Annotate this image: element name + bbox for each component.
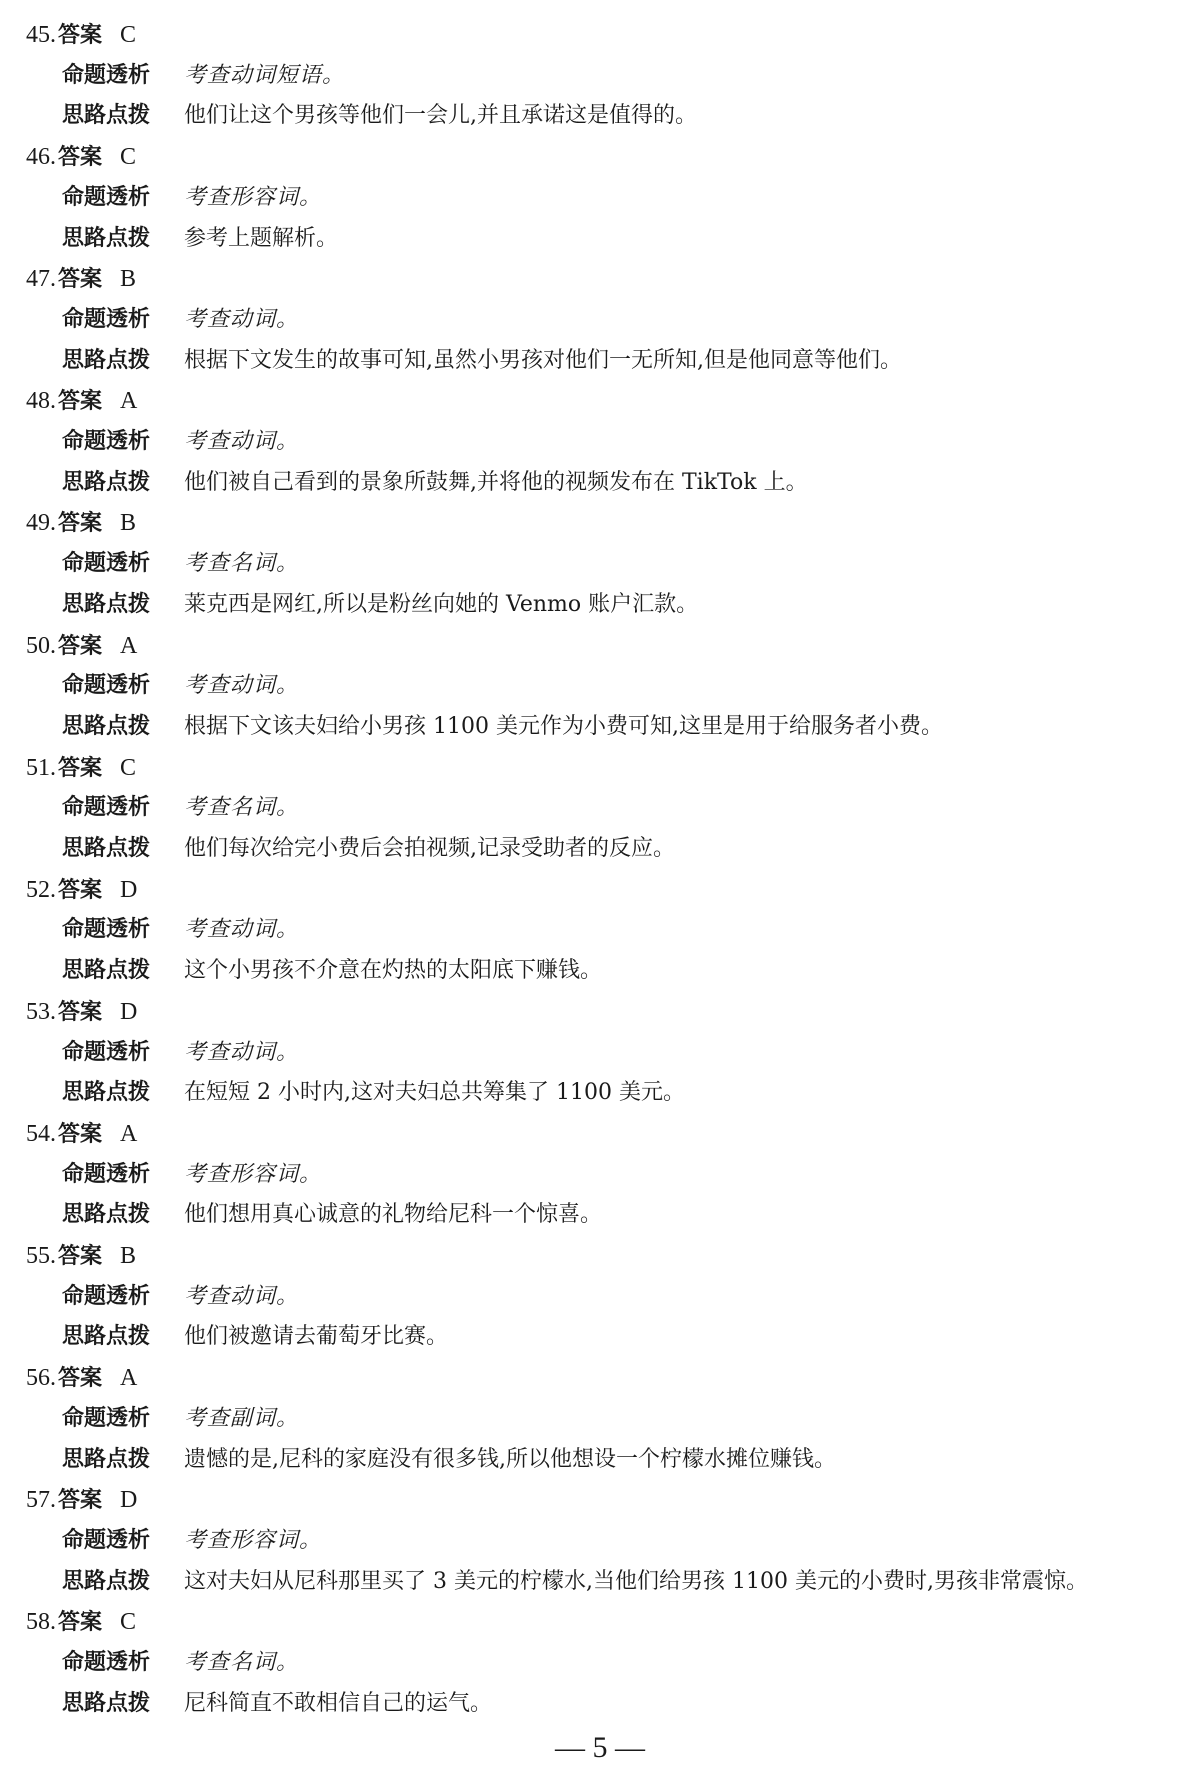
- hint-label: 思路点拨: [62, 1202, 151, 1228]
- answer-value: D: [120, 998, 138, 1025]
- hint-line: [62, 1075, 685, 1111]
- hint-text: 参考上题解析。: [184, 225, 339, 251]
- hint-text: 尼科简直不敢相信自己的运气。: [184, 1690, 493, 1716]
- hint-label: 思路点拨: [62, 958, 151, 984]
- analysis-label: 命题透析: [62, 1527, 151, 1553]
- analysis-text: 考查动词。: [184, 429, 300, 454]
- hint-line: [62, 1686, 492, 1722]
- answer-value: C: [120, 22, 137, 48]
- answer-label: 答案: [58, 1488, 103, 1514]
- analysis-text: 考查动词。: [184, 1039, 300, 1065]
- answer-value: D: [120, 1487, 138, 1514]
- hint-line: [62, 1319, 448, 1355]
- answer-line: [26, 1482, 137, 1518]
- analysis-text: 考查形容词。: [184, 184, 323, 210]
- answer-line: [26, 383, 137, 419]
- analysis-text: 考查动词。: [184, 673, 300, 699]
- hint-line: [62, 98, 697, 134]
- analysis-line: [62, 546, 299, 582]
- hint-text: 这个小男孩不介意在灼热的太阳底下赚钱。: [184, 958, 603, 984]
- question-number: 46.: [26, 144, 56, 171]
- analysis-text: 考查动词。: [184, 1283, 300, 1309]
- analysis-line: [62, 1645, 299, 1681]
- answer-line: [26, 261, 136, 297]
- analysis-text: 考查副词。: [184, 1405, 300, 1431]
- analysis-line: [62, 424, 299, 460]
- question-number: 50.: [26, 632, 56, 659]
- hint-line: [62, 343, 902, 379]
- analysis-label: 命题透析: [62, 1405, 151, 1431]
- analysis-text: 考查形容词。: [184, 1527, 323, 1553]
- analysis-line: [62, 180, 322, 216]
- hint-line: [62, 1564, 1088, 1600]
- hint-line: [62, 465, 808, 501]
- question-number: 45.: [26, 22, 56, 48]
- hint-text: 根据下文发生的故事可知,虽然小男孩对他们一无所知,但是他同意等他们。: [184, 347, 902, 373]
- answer-line: [26, 139, 136, 175]
- analysis-label: 命题透析: [62, 1283, 151, 1309]
- hint-text: 根据下文该夫妇给小男孩 1100 美元作为小费可知,这里是用于给服务者小费。: [184, 713, 943, 739]
- answer-line: [26, 994, 137, 1030]
- answer-value: C: [120, 144, 137, 171]
- hint-label: 思路点拨: [62, 1324, 151, 1350]
- hint-label: 思路点拨: [62, 1446, 151, 1472]
- hint-label: 思路点拨: [62, 836, 151, 861]
- hint-text: 他们每次给完小费后会拍视频,记录受助者的反应。: [184, 836, 675, 861]
- hint-label: 思路点拨: [62, 469, 151, 495]
- analysis-label: 命题透析: [62, 62, 151, 88]
- question-number: 57.: [26, 1487, 56, 1514]
- analysis-label: 命题透析: [62, 1161, 151, 1187]
- question-number: 48.: [26, 388, 56, 415]
- hint-line: [62, 587, 698, 623]
- answer-label: 答案: [58, 1610, 103, 1636]
- analysis-text: 考查动词。: [184, 917, 300, 943]
- answer-value: A: [120, 632, 138, 659]
- answer-label: 答案: [58, 633, 103, 659]
- answer-value: B: [120, 266, 137, 293]
- hint-label: 思路点拨: [62, 1568, 151, 1594]
- answer-value: A: [120, 388, 138, 415]
- hint-text: 莱克西是网红,所以是粉丝向她的 Venmo 账户汇款。: [184, 591, 699, 617]
- answer-label: 答案: [58, 145, 103, 171]
- analysis-line: [62, 1401, 299, 1437]
- analysis-line: [62, 1157, 322, 1193]
- analysis-label: 命题透析: [62, 917, 151, 943]
- hint-label: 思路点拨: [62, 591, 151, 617]
- question-number: 49.: [26, 510, 56, 537]
- analysis-line: [62, 668, 299, 704]
- answer-label: 答案: [58, 877, 103, 903]
- answer-value: D: [120, 876, 138, 903]
- answer-label: 答案: [58, 755, 103, 781]
- analysis-line: [62, 302, 299, 338]
- hint-line: [62, 221, 338, 257]
- hint-text: 在短短 2 小时内,这对夫妇总共筹集了 1100 美元。: [184, 1080, 685, 1106]
- analysis-text: 考查名词。: [184, 1650, 300, 1675]
- analysis-label: 命题透析: [62, 673, 151, 699]
- answer-label: 答案: [58, 389, 103, 415]
- answer-value: B: [120, 510, 137, 537]
- hint-text: 他们被邀请去葡萄牙比赛。: [184, 1324, 449, 1350]
- hint-line: [62, 1442, 836, 1478]
- answer-label: 答案: [58, 1121, 103, 1147]
- hint-text: 他们想用真心诚意的礼物给尼科一个惊喜。: [184, 1202, 603, 1228]
- answer-line: [26, 872, 137, 908]
- question-number: 55.: [26, 1243, 56, 1269]
- analysis-line: [62, 1035, 299, 1071]
- answer-line: [26, 628, 137, 664]
- question-number: 47.: [26, 266, 56, 293]
- hint-text: 他们让这个男孩等他们一会儿,并且承诺这是值得的。: [184, 103, 697, 129]
- analysis-label: 命题透析: [62, 429, 151, 454]
- hint-label: 思路点拨: [62, 1080, 151, 1106]
- page-number: — 5 —: [555, 1731, 645, 1764]
- answer-label: 答案: [58, 999, 103, 1025]
- analysis-text: 考查形容词。: [184, 1161, 323, 1187]
- answer-label: 答案: [58, 267, 103, 293]
- hint-text: 遗憾的是,尼科的家庭没有很多钱,所以他想设一个柠檬水摊位赚钱。: [184, 1446, 836, 1472]
- answer-label: 答案: [58, 511, 103, 537]
- analysis-label: 命题透析: [62, 795, 151, 821]
- answer-line: [26, 1604, 136, 1640]
- answer-value: A: [120, 1365, 138, 1392]
- analysis-text: 考查名词。: [184, 795, 300, 821]
- answer-value: C: [120, 754, 137, 781]
- hint-label: 思路点拨: [62, 347, 151, 373]
- answer-line: [26, 750, 136, 786]
- question-number: 51.: [26, 754, 56, 781]
- hint-text: 他们被自己看到的景象所鼓舞,并将他的视频发布在 TikTok 上。: [184, 469, 808, 495]
- answer-line: [26, 1360, 137, 1396]
- hint-line: [62, 709, 943, 745]
- answer-line: [26, 1116, 137, 1152]
- analysis-text: 考查动词短语。: [184, 62, 346, 88]
- hint-line: [62, 1197, 602, 1233]
- analysis-label: 命题透析: [62, 551, 151, 577]
- analysis-label: 命题透析: [62, 1650, 151, 1675]
- analysis-line: [62, 58, 345, 94]
- analysis-text: 考查动词。: [184, 306, 300, 332]
- analysis-label: 命题透析: [62, 184, 151, 210]
- hint-line: [62, 831, 675, 867]
- hint-text: 这对夫妇从尼科那里买了 3 美元的柠檬水,当他们给男孩 1100 美元的小费时,男孩非常震惊。: [184, 1568, 1088, 1594]
- question-number: 58.: [26, 1609, 56, 1636]
- answer-line: [26, 17, 136, 53]
- analysis-text: 考查名词。: [184, 551, 300, 577]
- analysis-line: [62, 1279, 299, 1315]
- analysis-line: [62, 1523, 322, 1559]
- analysis-line: [62, 790, 299, 826]
- hint-line: [62, 953, 602, 989]
- hint-label: 思路点拨: [62, 1690, 151, 1716]
- answer-label: 答案: [58, 23, 103, 48]
- question-number: 54.: [26, 1120, 56, 1147]
- hint-label: 思路点拨: [62, 225, 151, 251]
- question-number: 53.: [26, 998, 56, 1025]
- question-number: 56.: [26, 1365, 56, 1392]
- hint-label: 思路点拨: [62, 103, 151, 129]
- analysis-line: [62, 912, 299, 948]
- answer-value: C: [120, 1609, 137, 1636]
- answer-line: [26, 505, 136, 541]
- question-number: 52.: [26, 876, 56, 903]
- analysis-label: 命题透析: [62, 306, 151, 332]
- hint-label: 思路点拨: [62, 713, 151, 739]
- answer-label: 答案: [58, 1366, 103, 1392]
- answer-line: [26, 1238, 136, 1274]
- analysis-label: 命题透析: [62, 1039, 151, 1065]
- answer-value: B: [120, 1243, 137, 1269]
- answer-label: 答案: [58, 1244, 103, 1269]
- answer-value: A: [120, 1120, 138, 1147]
